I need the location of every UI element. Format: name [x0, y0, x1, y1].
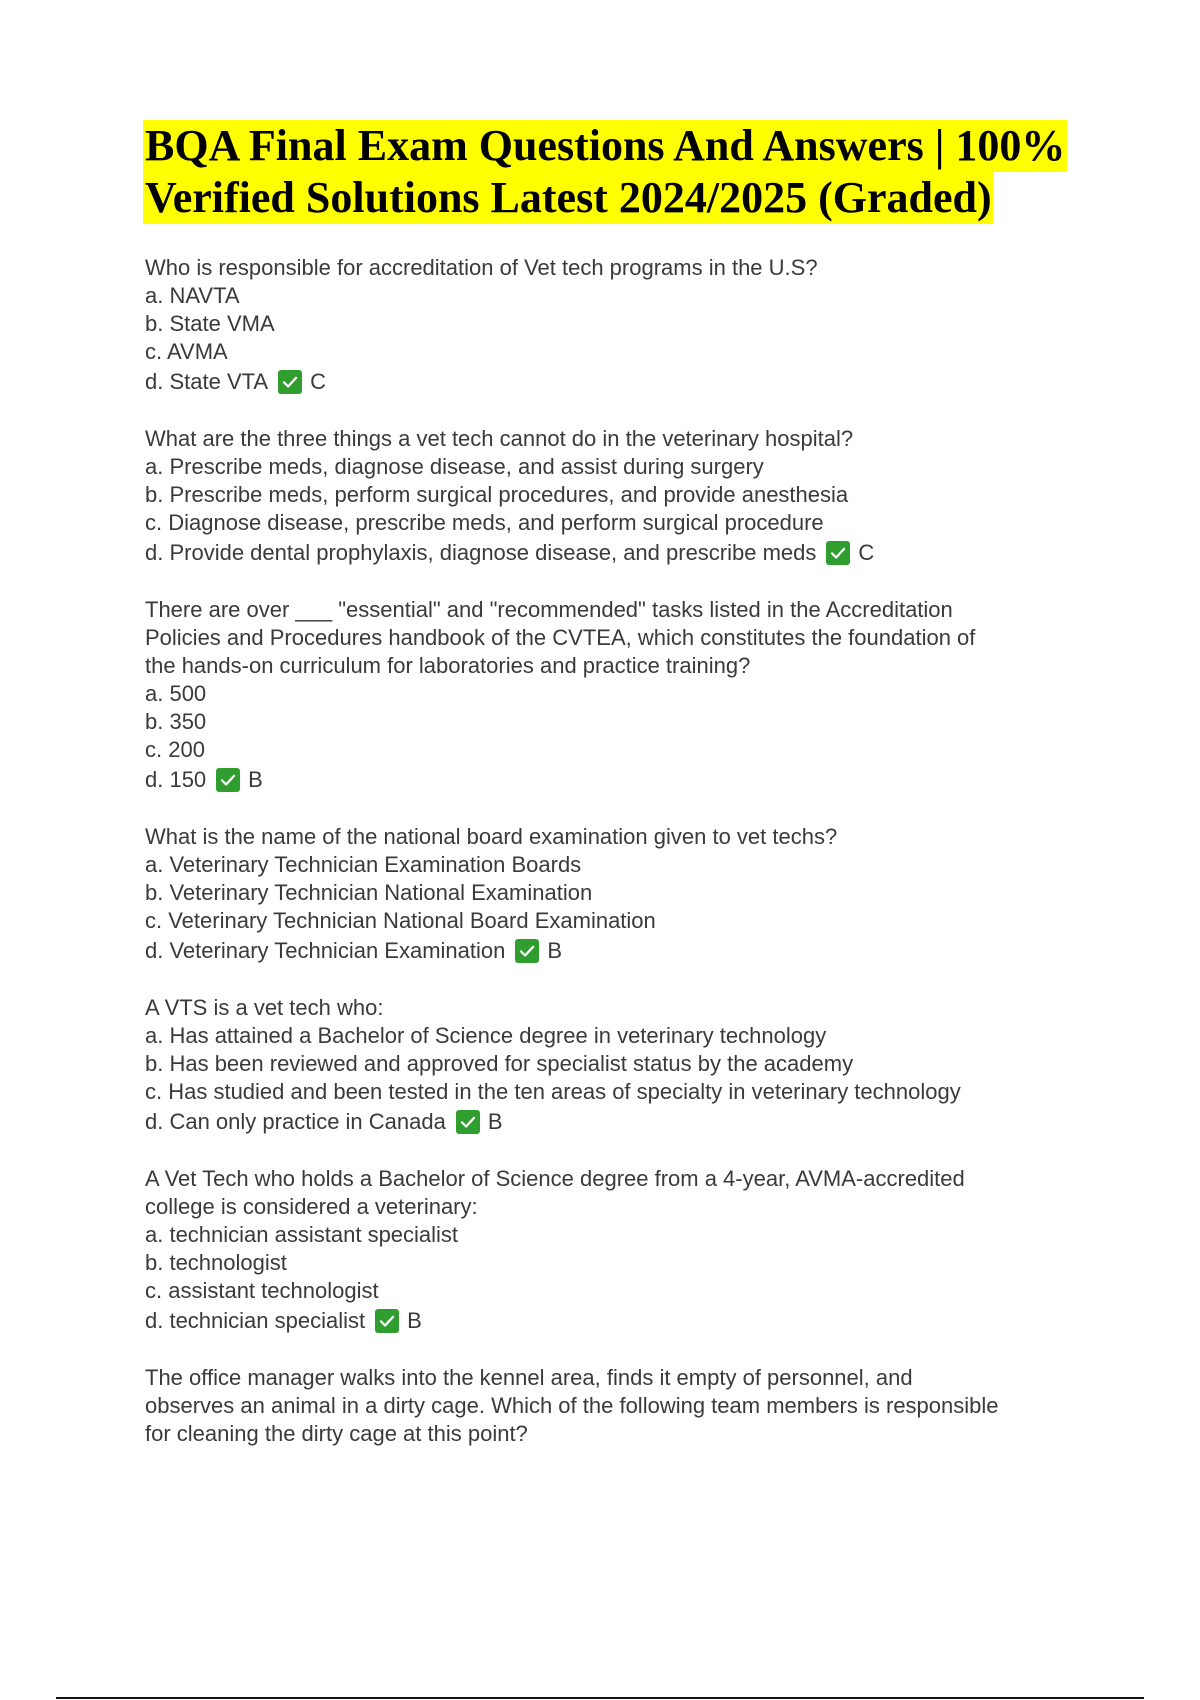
answer-letter: B — [407, 1308, 422, 1333]
question-text: Who is responsible for accreditation of Vet tech programs in the U.S? — [145, 255, 818, 280]
option-b: b. 350 — [145, 709, 207, 734]
title-line-2: Verified Solutions Latest 2024/2025 (Graded) — [145, 173, 992, 222]
option-d-with-answer — [145, 1307, 1095, 1335]
question-block — [145, 254, 1095, 396]
check-mark-icon — [375, 1309, 399, 1333]
option-b: b. technologist — [145, 1250, 287, 1275]
question-text-line-3: for cleaning the dirty cage at this point? — [145, 1421, 528, 1446]
option-d: d. Veterinary Technician Examination — [145, 938, 506, 963]
option-a: a. 500 — [145, 681, 207, 706]
option-a: a. NAVTA — [145, 283, 240, 308]
question-list — [145, 254, 1095, 1477]
option-b: b. Veterinary Technician National Examination — [145, 880, 593, 905]
question-block — [145, 1165, 1095, 1335]
option-d-with-answer — [145, 937, 1095, 965]
question-block — [145, 1364, 1095, 1448]
answer-letter: B — [248, 767, 263, 792]
option-c: c. AVMA — [145, 339, 228, 364]
question-text-line-1: There are over ___ "essential" and "recommended" tasks listed in the Accreditation — [145, 597, 953, 622]
option-d: d. 150 — [145, 767, 207, 792]
question-text-line-2: observes an animal in a dirty cage. Which of the following team members is responsible — [145, 1393, 999, 1418]
question-block — [145, 823, 1095, 965]
check-mark-icon — [515, 939, 539, 963]
question-text-line-3: the hands-on curriculum for laboratories and practice training? — [145, 653, 751, 678]
check-mark-icon — [826, 541, 850, 565]
option-d-with-answer — [145, 1108, 1095, 1136]
option-d: d. technician specialist — [145, 1308, 366, 1333]
option-b: b. State VMA — [145, 311, 275, 336]
option-b: b. Prescribe meds, perform surgical procedures, and provide anesthesia — [145, 482, 849, 507]
check-mark-icon — [216, 768, 240, 792]
option-a: a. Veterinary Technician Examination Boards — [145, 852, 582, 877]
option-d-with-answer — [145, 368, 1095, 396]
answer-letter: B — [487, 1109, 503, 1134]
question-text-line-1: The office manager walks into the kennel area, finds it empty of personnel, and — [145, 1365, 913, 1390]
document-title — [143, 120, 1163, 224]
option-d: d. State VTA — [145, 369, 269, 394]
question-text-line-2: Policies and Procedures handbook of the CVTEA, which constitutes the foundation of — [145, 625, 976, 650]
option-a: a. technician assistant specialist — [145, 1222, 459, 1247]
check-mark-icon — [278, 370, 302, 394]
option-c: c. Diagnose disease, prescribe meds, and perform surgical procedure — [145, 510, 824, 535]
question-text-line-2: college is considered a veterinary: — [145, 1194, 478, 1219]
check-mark-icon — [456, 1110, 480, 1134]
question-block — [145, 994, 1095, 1136]
question-text-line-1: A Vet Tech who holds a Bachelor of Science degree from a 4-year, AVMA-accredited — [145, 1166, 965, 1191]
option-d-with-answer — [145, 766, 1095, 794]
option-c: c. assistant technologist — [145, 1278, 379, 1303]
option-c: c. Has studied and been tested in the ten areas of specialty in veterinary technology — [145, 1079, 961, 1104]
option-a: a. Has attained a Bachelor of Science degree in veterinary technology — [145, 1023, 827, 1048]
bottom-divider — [56, 1697, 1144, 1699]
question-block — [145, 425, 1095, 567]
option-d: d. Can only practice in Canada — [145, 1109, 446, 1134]
question-text: What are the three things a vet tech cannot do in the veterinary hospital? — [145, 426, 854, 451]
option-c: c. 200 — [145, 737, 205, 762]
option-c: c. Veterinary Technician National Board Examination — [145, 908, 656, 933]
question-text: What is the name of the national board examination given to vet techs? — [145, 824, 838, 849]
option-b: b. Has been reviewed and approved for specialist status by the academy — [145, 1051, 854, 1076]
answer-letter: C — [858, 540, 875, 565]
question-text: A VTS is a vet tech who: — [145, 995, 384, 1020]
question-block — [145, 596, 1095, 794]
option-d-with-answer — [145, 539, 1095, 567]
answer-letter: C — [310, 369, 326, 394]
option-d: d. Provide dental prophylaxis, diagnose disease, and prescribe meds — [145, 540, 817, 565]
option-a: a. Prescribe meds, diagnose disease, and assist during surgery — [145, 454, 764, 479]
title-line-1: BQA Final Exam Questions And Answers | 100% — [145, 121, 1066, 170]
answer-letter: B — [547, 938, 563, 963]
